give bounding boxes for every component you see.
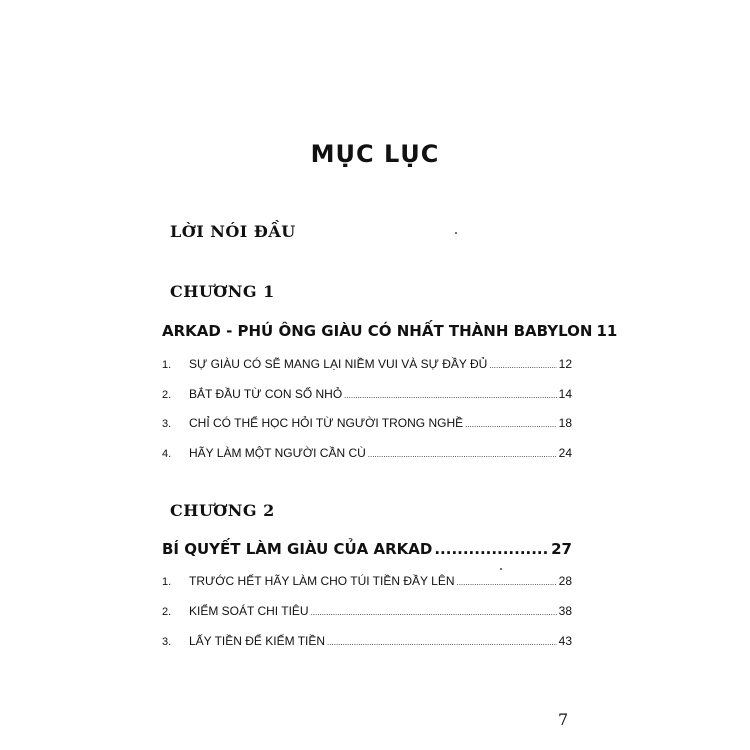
toc-item-title: HÃY LÀM MỘT NGƯỜI CẦN CÙ bbox=[189, 446, 366, 460]
toc-item-page: 43 bbox=[558, 634, 572, 648]
dot-leader bbox=[434, 540, 549, 558]
chapter-label: CHƯƠNG 2 bbox=[170, 501, 275, 520]
toc-item-page: 18 bbox=[558, 416, 572, 430]
dot-leader bbox=[368, 446, 557, 460]
page-title: MỤC LỤC bbox=[310, 140, 440, 168]
chapter-heading-page: 27 bbox=[551, 540, 572, 558]
chapter-label: CHƯƠNG 1 bbox=[170, 282, 275, 301]
toc-row bbox=[162, 387, 572, 401]
toc-item-number: 3. bbox=[162, 636, 172, 648]
toc-row bbox=[162, 416, 572, 430]
toc-item-number: 4. bbox=[162, 448, 172, 460]
toc-item-page: 14 bbox=[558, 387, 572, 401]
toc-row bbox=[162, 357, 572, 371]
toc-item-title: KIỂM SOÁT CHI TIÊU bbox=[189, 604, 309, 618]
chapter-heading: BÍ QUYẾT LÀM GIÀU CỦA ARKAD bbox=[162, 540, 433, 558]
toc-item-number: 1. bbox=[162, 359, 172, 371]
toc-item-page: 38 bbox=[558, 604, 572, 618]
toc-row bbox=[162, 634, 572, 648]
toc-item-title: BẮT ĐẦU TỪ CON SỐ NHỎ bbox=[189, 387, 343, 401]
scan-speck bbox=[500, 568, 502, 570]
toc-item-number: 3. bbox=[162, 418, 172, 430]
toc-row bbox=[162, 574, 572, 588]
toc-item-title: CHỈ CÓ THỂ HỌC HỎI TỪ NGƯỜI TRONG NGHỀ bbox=[189, 416, 464, 430]
toc-row bbox=[162, 604, 572, 618]
toc-item-number: 2. bbox=[162, 606, 172, 618]
preface-entry: LỜI NÓI ĐẦU bbox=[170, 222, 296, 241]
toc-item-page: 24 bbox=[558, 446, 572, 460]
toc-item-number: 1. bbox=[162, 576, 172, 588]
toc-item-title: SỰ GIÀU CÓ SẼ MANG LẠI NIỀM VUI VÀ SỰ ĐẦY ĐỦ bbox=[189, 357, 488, 371]
toc-item-page: 12 bbox=[558, 357, 572, 371]
scan-speck bbox=[455, 232, 457, 234]
dot-leader bbox=[456, 574, 556, 588]
toc-item-title: TRƯỚC HẾT HÃY LÀM CHO TÚI TIỀN ĐẦY LÊN bbox=[189, 574, 455, 588]
dot-leader bbox=[327, 634, 557, 648]
toc-item-number: 2. bbox=[162, 389, 172, 401]
page-number: 7 bbox=[558, 710, 569, 729]
chapter-heading-page: 11 bbox=[596, 322, 618, 340]
toc-row bbox=[162, 446, 572, 460]
dot-leader bbox=[465, 416, 557, 430]
dot-leader bbox=[344, 387, 556, 401]
dot-leader bbox=[489, 357, 556, 371]
chapter-heading-row bbox=[162, 540, 572, 558]
toc-item-title: LẤY TIỀN ĐỂ KIẾM TIỀN bbox=[189, 634, 326, 648]
dot-leader bbox=[311, 604, 557, 618]
chapter-heading-row bbox=[162, 322, 618, 340]
toc-item-page: 28 bbox=[558, 574, 572, 588]
chapter-heading: ARKAD - PHÚ ÔNG GIÀU CÓ NHẤT THÀNH BABYLON bbox=[162, 322, 593, 340]
